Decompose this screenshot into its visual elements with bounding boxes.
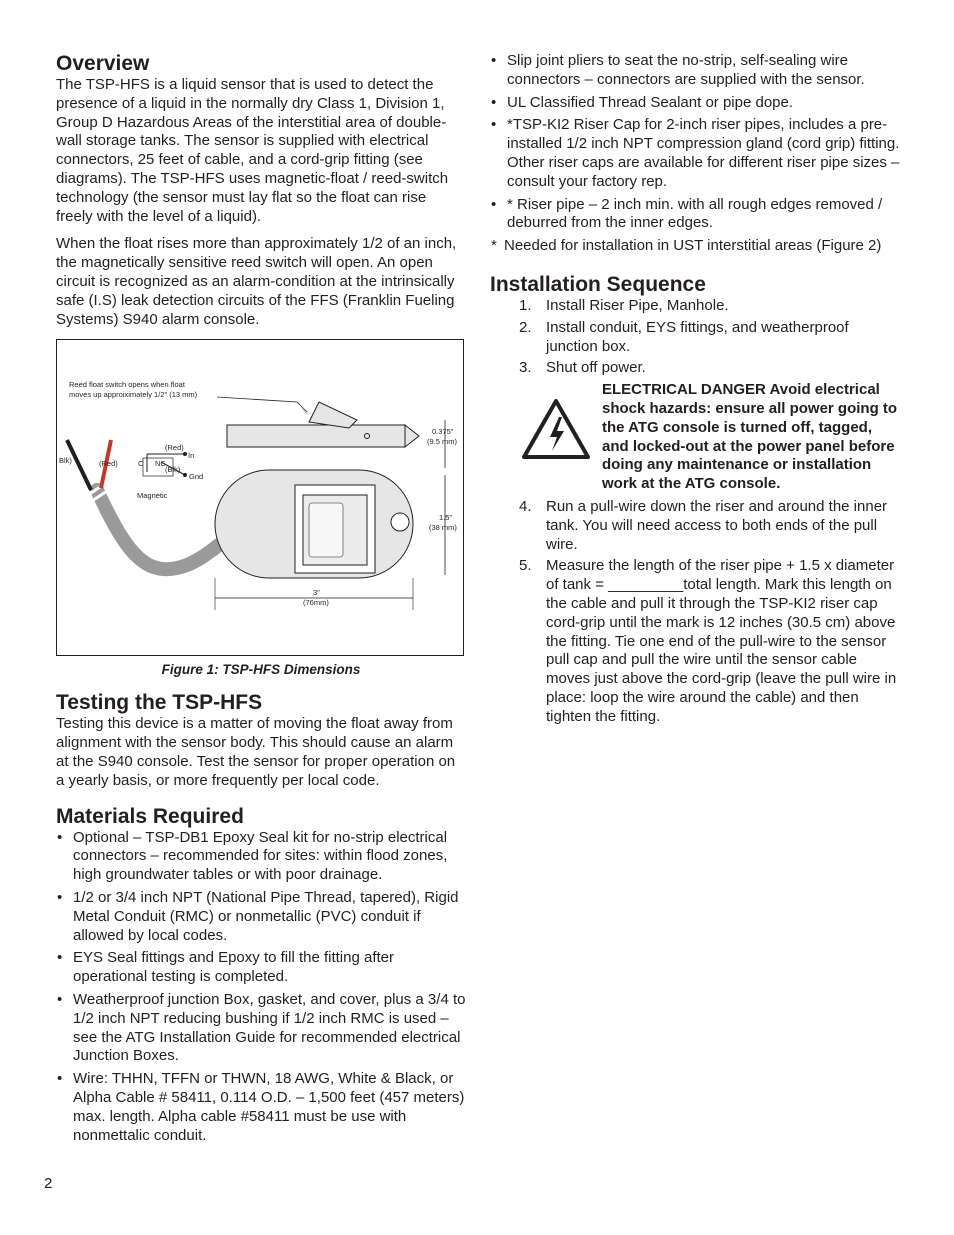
materials-list: [56, 829, 466, 1146]
mounting-hole: [391, 513, 409, 531]
wire-label-blk: Blk): [59, 456, 72, 466]
list-item: • UL Classified Thread Sealant or pipe dope.: [490, 94, 902, 113]
step-item: 2. Install conduit, EYS fittings, and weatherproof junction box.: [519, 318, 849, 355]
magnetic-label: Magnetic: [137, 491, 168, 501]
installation-steps: [490, 297, 902, 378]
dim-height-mm: (38 mm): [429, 523, 457, 533]
figure-tsp-hfs-dimensions: [56, 339, 464, 656]
sensor-diagram: [57, 340, 463, 655]
list-item: • Slip joint pliers to seat the no-strip, self-sealing wire connectors – connectors are supplied with the sensor.: [490, 52, 902, 90]
right-column: [490, 52, 902, 730]
callout-text-2: moves up approiximately 1/2" (13 mm): [69, 390, 198, 400]
dim-height-in: 1.5": [439, 513, 453, 523]
figure-caption: Figure 1: TSP-HFS Dimensions: [161, 662, 361, 678]
wire-label-in: In: [188, 451, 195, 461]
footnote-star: *: [491, 237, 497, 255]
overview-paragraph-2: When the float rises more than approximately 1/2 of an inch, the magnetically sensitive reed switch will open. An open circuit is recognized as an alarm-condition at the intrinsically safe (I.S) leak detection circuits of the FFS (Franklin Fueling Systems) S940 alarm console.: [56, 235, 457, 328]
dim-width-mm: (76mm): [303, 598, 329, 608]
list-item: • * Riser pipe – 2 inch min. with all rough edges removed / deburred from the inner edges.: [490, 196, 902, 234]
list-item: • Weatherproof junction Box, gasket, and cover, plus a 3/4 to 1/2 inch NPT reducing bushing if 1/2 inch RMC is used – see the ATG Installation Guide for recommended electrical Junction Boxes.: [56, 991, 466, 1066]
page-number: 2: [44, 1175, 53, 1192]
wire-label-blk2: (Blk): [165, 465, 181, 475]
materials-heading: Materials Required: [56, 804, 244, 828]
step-item: 1. Install Riser Pipe, Manhole.: [519, 296, 729, 314]
left-column: [56, 52, 466, 1149]
overview-paragraph-1: The TSP-HFS is a liquid sensor that is used to detect the presence of a liquid in the normally dry Class 1, Division 1, Group D Hazardous Areas of the interstitial area of double-wall storage tanks. The sensor is supplied with electrical connectors, 25 feet of cable, and a cord-grip fitting (see diagrams). The TSP-HFS uses magnetic-float / reed-switch technology (the sensor must lay flat so the float can rise freely with the level of a liquid).: [56, 76, 449, 225]
float-tube: [227, 425, 405, 447]
materials-footnote: [490, 237, 902, 256]
list-item: • Wire: THHN, TFFN or THWN, 18 AWG, White & Black, or Alpha Cable # 58411, 0.114 O.D. – 1,500 feet (457 meters) max. length. Alpha cable #58411 must be use with nonmettalic conduit.: [56, 1070, 466, 1145]
testing-heading: Testing the TSP-HFS: [56, 691, 263, 715]
electrical-hazard-icon: [520, 397, 592, 461]
black-wire: [67, 440, 91, 490]
callout-text-1: Reed float switch opens when float: [69, 380, 185, 390]
wire-label-red2: (Red): [165, 443, 184, 453]
testing-paragraph: Testing this device is a matter of moving the float away from alignment with the sensor body. This should cause an alarm at the S940 console. Test the sensor for proper operation on a yearly basis, or more frequently per local code.: [56, 715, 456, 789]
dim-float-mm: (9.5 mm): [427, 437, 457, 447]
electrical-danger-warning: [490, 381, 902, 494]
installation-steps-continued: [490, 498, 902, 727]
wire-label-red: (Red): [99, 459, 118, 469]
step-item: 5. Measure the length of the riser pipe + 1.5 x diameter of tank = _________total length. Mark this length on the cable and pull it through the TSP-KI2 riser cap cord-grip until the mark is 12 inches (30.5 cm) above the fitting. Tie one end of the pull-wire to the sensor pull cap and pull the wire until the sensor cable moves just above the cord-grip (leave the pull wire in place: loop the wire around the cable) and then tighten the fitting.: [519, 557, 897, 725]
step-item: 3. Shut off power.: [519, 359, 646, 377]
list-item: • EYS Seal fittings and Epoxy to fill the fitting after operational testing is completed.: [56, 949, 466, 987]
footnote-text: Needed for installation in UST interstitial areas (Figure 2): [504, 237, 882, 255]
materials-list-continued: [490, 52, 902, 233]
installation-heading: Installation Sequence: [490, 272, 706, 296]
wire-label-gnd: Gnd: [189, 472, 204, 482]
list-item: • Optional – TSP-DB1 Epoxy Seal kit for no-strip electrical connectors – recommended for sites: within flood zones, high groundwater tables or with poor drainage.: [56, 829, 466, 885]
list-item: • *TSP-KI2 Riser Cap for 2-inch riser pipes, includes a pre-installed 1/2 inch NPT compression gland (cord grip) fitting. Other riser caps are available for different riser pipe sizes – consult your factory rep.: [490, 116, 902, 191]
dim-width-in: 3": [313, 588, 320, 598]
wire-label-c: C: [138, 459, 144, 469]
list-item: • 1/2 or 3/4 inch NPT (National Pipe Thread, tapered), Rigid Metal Conduit (RMC) or nonmetallic (PVC) conduit if allowed by local codes.: [56, 889, 466, 945]
overview-heading: Overview: [56, 52, 150, 75]
dim-float-in: 0.375": [432, 427, 454, 437]
wire-label-nc: NC: [155, 459, 166, 469]
danger-text: ELECTRICAL DANGER Avoid electrical shock hazards: ensure all power going to the ATG console is turned off, tagged, and locked-out at the power panel before doing any maintenance or installation work at the ATG console.: [602, 381, 898, 493]
step-item: 4. Run a pull-wire down the riser and around the inner tank. You will need access to both ends of the pull wire.: [519, 497, 888, 553]
float: [309, 402, 357, 428]
callout-leader: [217, 397, 307, 412]
